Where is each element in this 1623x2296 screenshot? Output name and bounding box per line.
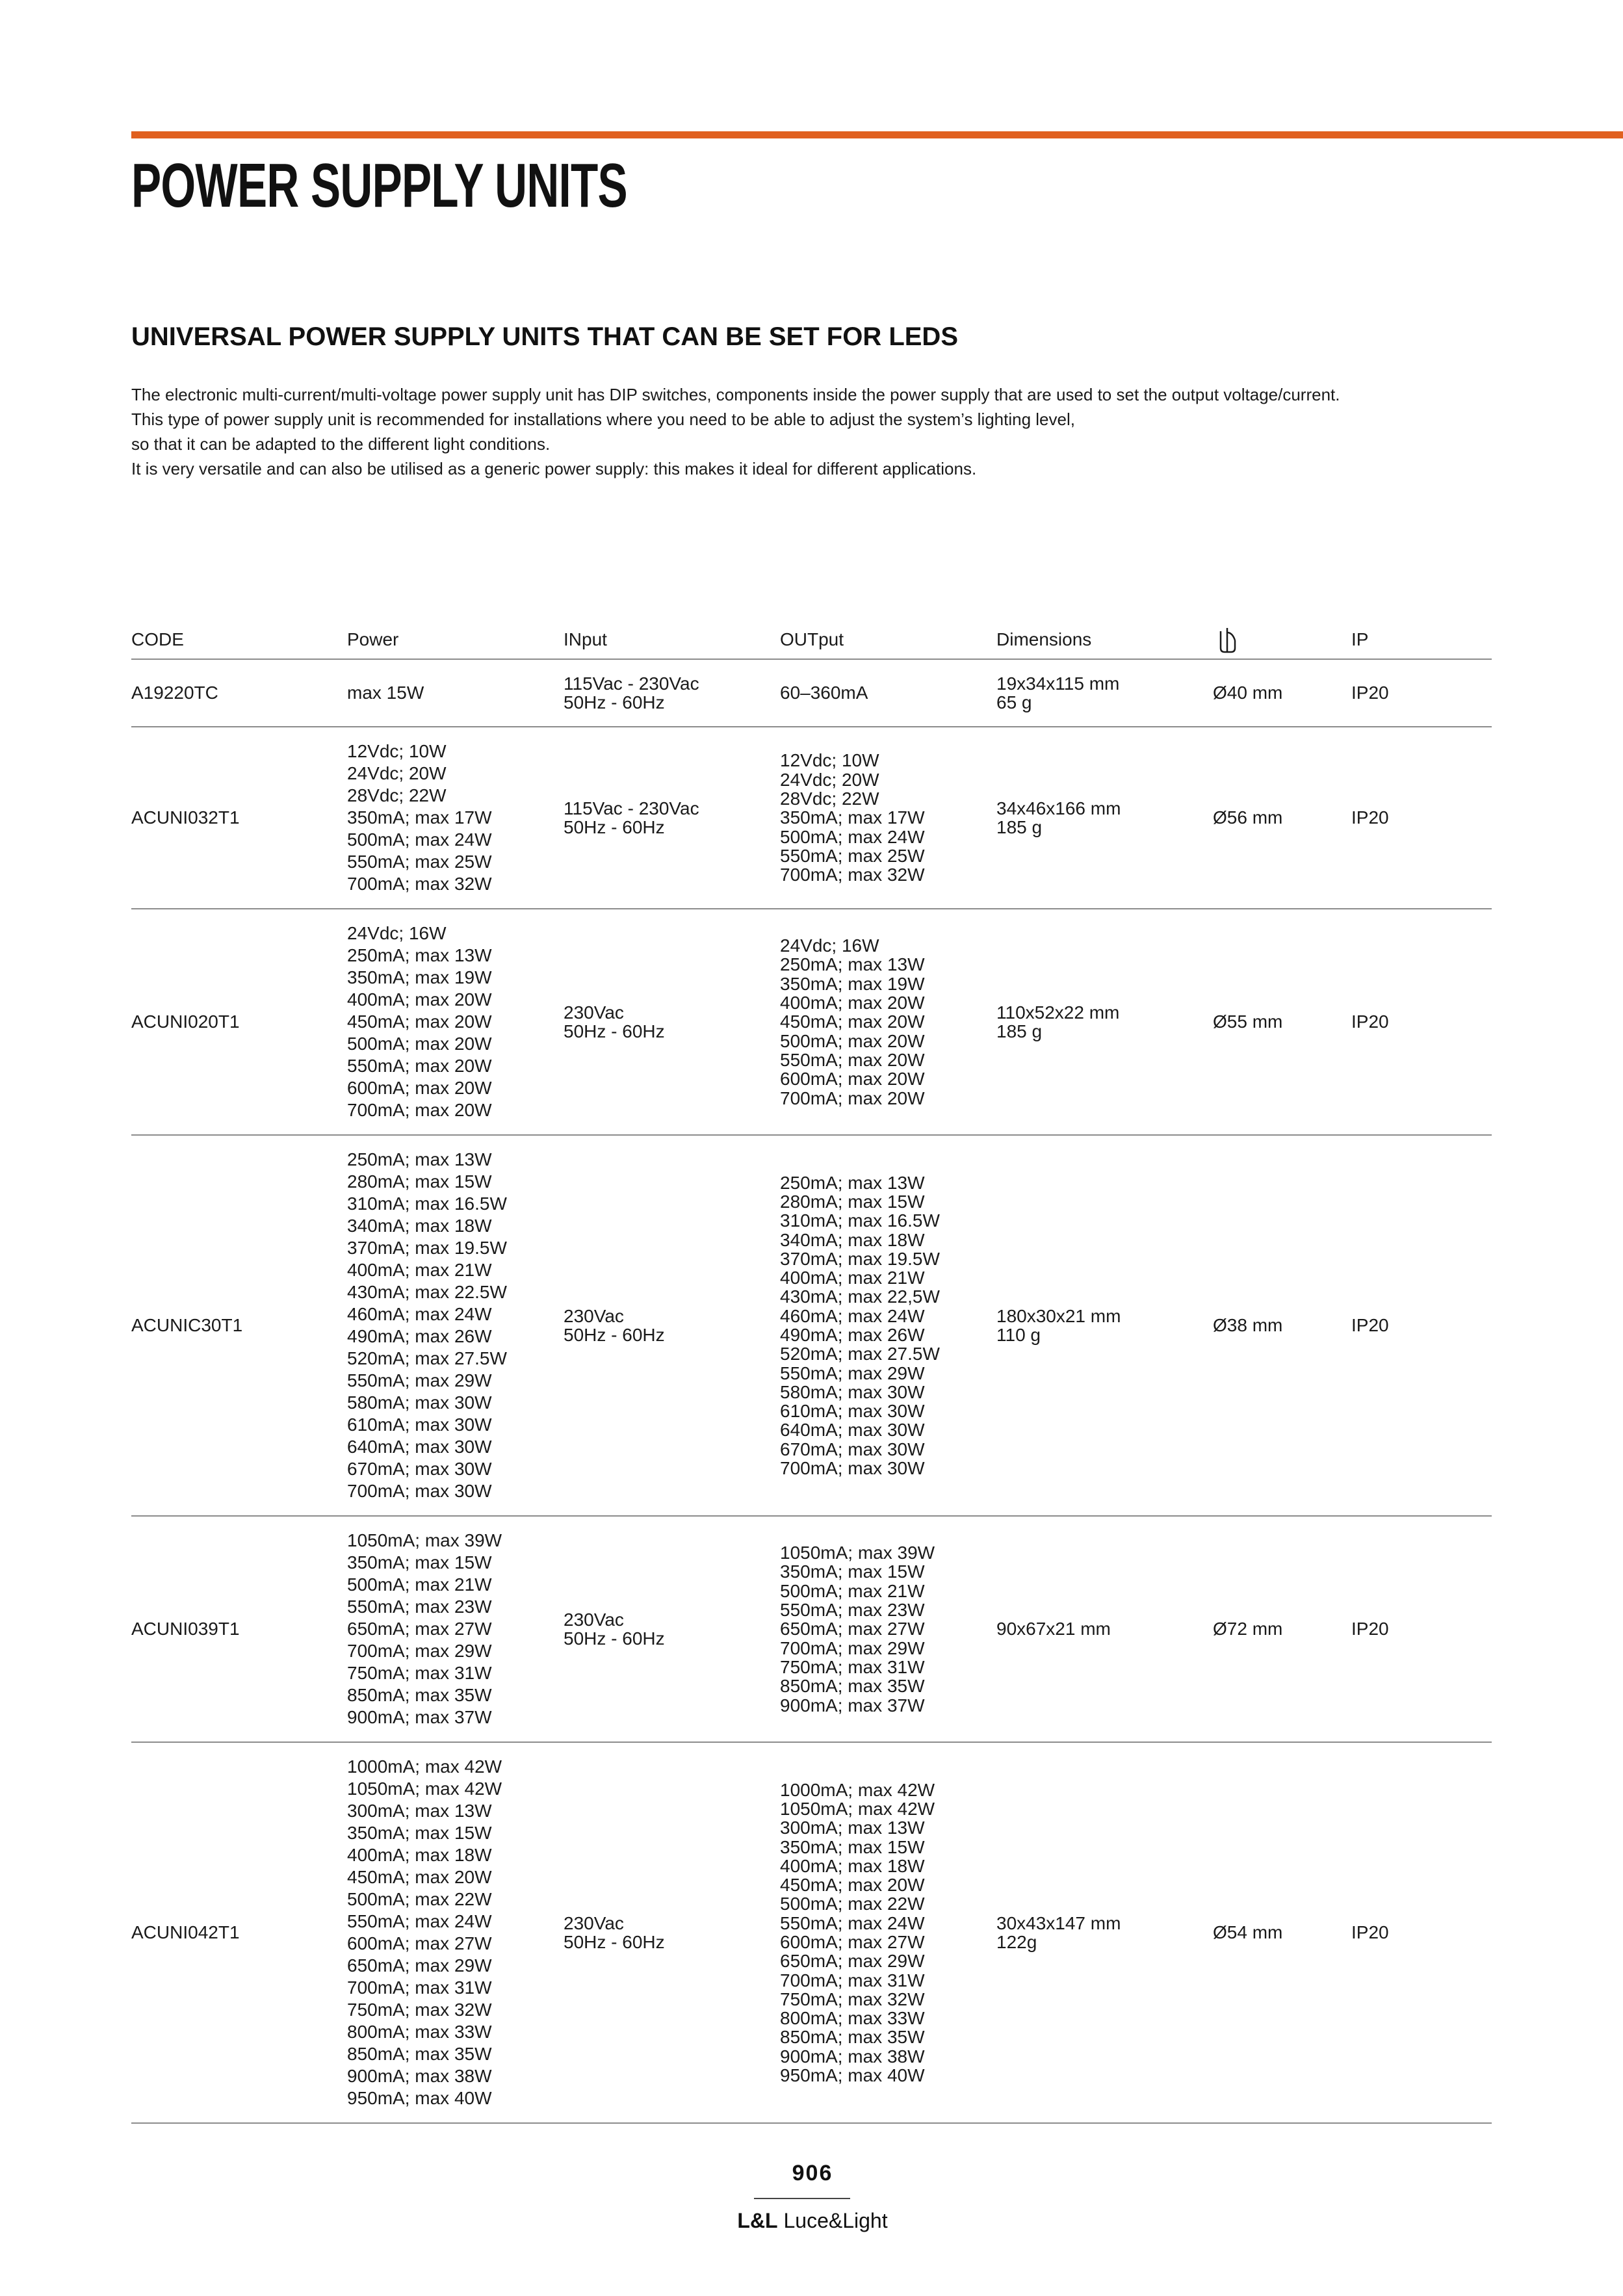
- cell-dimensions: 30x43x147 mm 122g: [996, 1912, 1121, 1952]
- cell-ip: IP20: [1351, 683, 1389, 703]
- table-row: [131, 909, 1492, 1135]
- table-row: [131, 659, 1492, 727]
- brand-name: [715, 2209, 910, 2233]
- table-row: [131, 1516, 1492, 1742]
- cell-cutout: Ø38 mm: [1213, 1315, 1283, 1335]
- header-power: Power: [347, 629, 399, 649]
- cell-power: 1000mA; max 42W 1050mA; max 42W 300mA; max 13W 350mA; max 15W 400mA; max 18W 450mA; max 20W 500mA; max 22W 550mA; max 24W 600mA; max 27W 650mA; max 29W 700mA; max 31W 750mA; max 32W 800mA; max 33W 850mA; max 35W 900mA; max 38W 950mA; max 40W: [347, 1756, 502, 2108]
- cell-code: ACUNI032T1: [131, 807, 240, 828]
- cell-ip: IP20: [1351, 1011, 1389, 1032]
- cell-output: 250mA; max 13W 280mA; max 15W 310mA; max 16.5W 340mA; max 18W 370mA; max 19.5W 400mA; max 21W 430mA; max 22,5W 460mA; max 24W 490mA; max 26W 520mA; max 27.5W 550mA; max 29W 580mA; max 30W 610mA; max 30W 640mA; max 30W 670mA; max 30W 700mA; max 30W: [780, 1172, 940, 1479]
- cell-dimensions: 110x52x22 mm 185 g: [996, 1002, 1120, 1041]
- cell-power: 24Vdc; 16W 250mA; max 13W 350mA; max 19W 400mA; max 20W 450mA; max 20W 500mA; max 20W 550mA; max 20W 600mA; max 20W 700mA; max 20W: [347, 923, 492, 1120]
- page-title: POWER SUPPLY UNITS: [131, 151, 627, 220]
- header-input: INput: [564, 629, 607, 649]
- cell-input: 230Vac 50Hz - 60Hz: [564, 1912, 665, 1952]
- header-code: CODE: [131, 629, 184, 649]
- section-title: UNIVERSAL POWER SUPPLY UNITS THAT CAN BE SET FOR LEDS: [131, 322, 958, 351]
- cell-power: 250mA; max 13W 280mA; max 15W 310mA; max 16.5W 340mA; max 18W 370mA; max 19.5W 400mA; max 21W 430mA; max 22.5W 460mA; max 24W 490mA; max 26W 520mA; max 27.5W 550mA; max 29W 580mA; max 30W 610mA; max 30W 640mA; max 30W 670mA; max 30W 700mA; max 30W: [347, 1149, 507, 1501]
- cell-code: ACUNI020T1: [131, 1011, 240, 1032]
- spec-table: [131, 621, 1492, 2124]
- accent-bar: [131, 131, 1623, 138]
- header-ip: IP: [1351, 629, 1369, 649]
- cell-input: 230Vac 50Hz - 60Hz: [564, 1002, 665, 1041]
- cell-ip: IP20: [1351, 1315, 1389, 1335]
- cell-output: 60–360mA: [780, 683, 868, 703]
- intro-line: This type of power supply unit is recommended for installations where you need to be able to adjust the system’s lighting level,: [131, 410, 1075, 429]
- table-row: [131, 1135, 1492, 1516]
- cell-code: A19220TC: [131, 683, 218, 703]
- page-number: 906: [792, 2161, 833, 2185]
- cell-power: 1050mA; max 39W 350mA; max 15W 500mA; max 21W 550mA; max 23W 650mA; max 27W 700mA; max 29W 750mA; max 31W 850mA; max 35W 900mA; max 37W: [347, 1530, 502, 1727]
- cell-dimensions: 90x67x21 mm: [996, 1619, 1111, 1639]
- cell-dimensions: 180x30x21 mm 110 g: [996, 1305, 1121, 1345]
- table-header-row: [131, 621, 1492, 659]
- cell-input: 230Vac 50Hz - 60Hz: [564, 1609, 665, 1649]
- cell-cutout: Ø54 mm: [1213, 1922, 1283, 1942]
- cell-output: 24Vdc; 16W 250mA; max 13W 350mA; max 19W 400mA; max 20W 450mA; max 20W 500mA; max 20W 550mA; max 20W 600mA; max 20W 700mA; max 20W: [780, 935, 925, 1108]
- cell-input: 115Vac - 230Vac 50Hz - 60Hz: [564, 673, 699, 712]
- cell-dimensions: 19x34x115 mm 65 g: [996, 673, 1120, 712]
- cell-ip: IP20: [1351, 1619, 1389, 1639]
- cell-power: 12Vdc; 10W 24Vdc; 20W 28Vdc; 22W 350mA; max 17W 500mA; max 24W 550mA; max 25W 700mA; max 32W: [347, 741, 492, 894]
- intro-line: It is very versatile and can also be utilised as a generic power supply: this makes it ideal for different applications.: [131, 459, 977, 478]
- cell-code: ACUNIC30T1: [131, 1315, 243, 1335]
- header-cutout: [1213, 621, 1351, 659]
- cell-code: ACUNI039T1: [131, 1619, 240, 1639]
- footer-divider: [754, 2198, 850, 2199]
- ceiling-cutout-icon: [1213, 626, 1243, 656]
- cell-cutout: Ø40 mm: [1213, 683, 1283, 703]
- intro-text: [131, 382, 1561, 481]
- brand-text: Luce&Light: [783, 2209, 888, 2232]
- cell-cutout: Ø72 mm: [1213, 1619, 1283, 1639]
- intro-line: so that it can be adapted to the different light conditions.: [131, 434, 551, 454]
- cell-cutout: Ø55 mm: [1213, 1011, 1283, 1032]
- brand-logo-text: L&L: [737, 2209, 778, 2232]
- header-output: OUTput: [780, 629, 844, 649]
- cell-ip: IP20: [1351, 1922, 1389, 1942]
- table-row: [131, 727, 1492, 909]
- cell-input: 230Vac 50Hz - 60Hz: [564, 1305, 665, 1345]
- table-row: [131, 1742, 1492, 2123]
- cell-input: 115Vac - 230Vac 50Hz - 60Hz: [564, 798, 699, 837]
- cell-output: 12Vdc; 10W 24Vdc; 20W 28Vdc; 22W 350mA; max 17W 500mA; max 24W 550mA; max 25W 700mA; max 32W: [780, 750, 925, 885]
- cell-ip: IP20: [1351, 807, 1389, 828]
- intro-line: The electronic multi-current/multi-voltage power supply unit has DIP switches, components inside the power supply that are used to set the output voltage/current.: [131, 385, 1340, 404]
- cell-cutout: Ø56 mm: [1213, 807, 1283, 828]
- cell-output: 1050mA; max 39W 350mA; max 15W 500mA; max 21W 550mA; max 23W 650mA; max 27W 700mA; max 29W 750mA; max 31W 850mA; max 35W 900mA; max 37W: [780, 1543, 935, 1715]
- cell-power: max 15W: [347, 683, 424, 703]
- cell-output: 1000mA; max 42W 1050mA; max 42W 300mA; max 13W 350mA; max 15W 400mA; max 18W 450mA; max 20W 500mA; max 22W 550mA; max 24W 600mA; max 27W 650mA; max 29W 700mA; max 31W 750mA; max 32W 800mA; max 33W 850mA; max 35W 900mA; max 38W 950mA; max 40W: [780, 1779, 935, 2086]
- cell-dimensions: 34x46x166 mm 185 g: [996, 798, 1121, 837]
- header-dimensions: Dimensions: [996, 629, 1092, 649]
- cell-code: ACUNI042T1: [131, 1922, 240, 1942]
